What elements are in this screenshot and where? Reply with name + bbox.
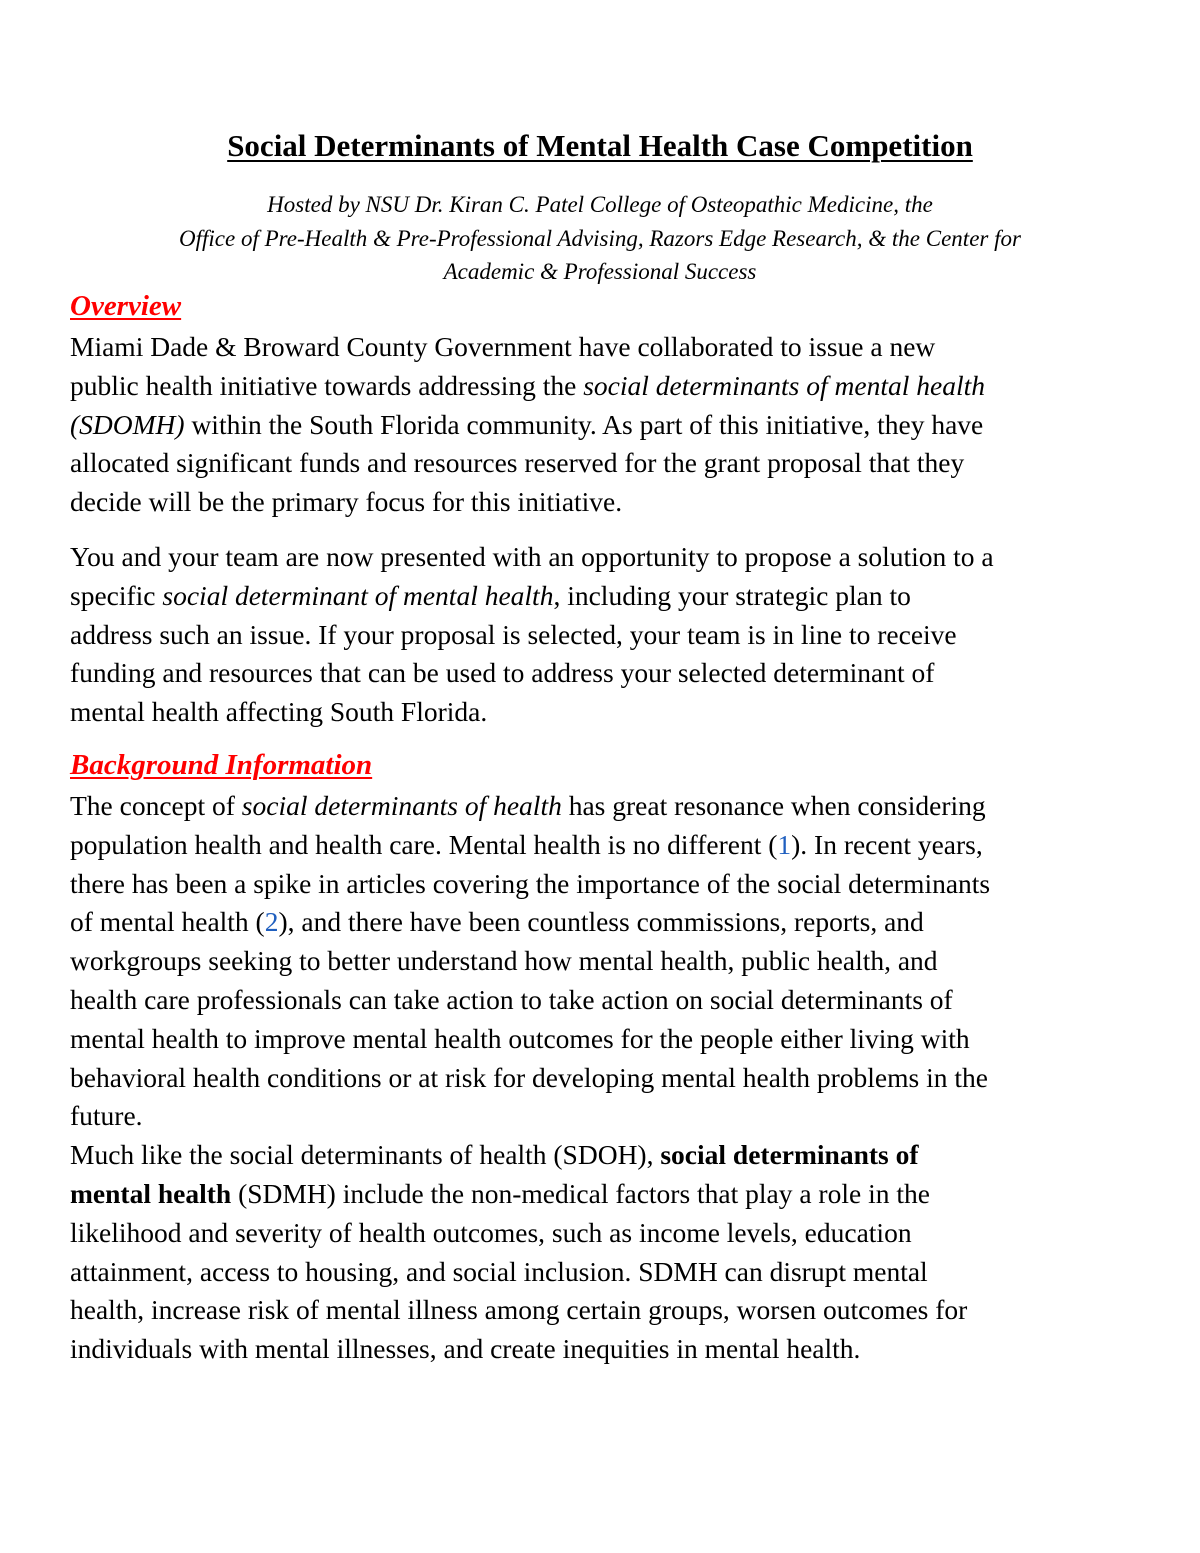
text-segment: there has been a spike in articles covering the importance of the social determinants (70, 867, 991, 899)
text-segment: The concept of (70, 790, 242, 821)
citation-link[interactable]: 2 (264, 906, 279, 938)
text-segment: of mental health ( (70, 906, 265, 938)
subtitle-line: Office of Pre-Health & Pre-Professional Advising, Razors Edge Research, & the Center for (179, 225, 1021, 251)
text-segment: Much like the social determinants of health (SDOH), (70, 1139, 661, 1171)
text-segment: ). In recent years, (791, 828, 983, 860)
text-line (70, 1175, 990, 1214)
text-line (70, 406, 985, 445)
text-line (70, 444, 985, 483)
subtitle-line: Academic & Professional Success (443, 259, 757, 284)
text-segment: social determinants of (660, 1139, 919, 1171)
text-segment: specific (70, 579, 163, 611)
text-segment: likelihood and severity of health outcomes, such as income levels, education (70, 1216, 912, 1248)
text-segment: health care professionals can take action to take action on social determinants of (70, 983, 953, 1015)
text-line (70, 693, 994, 732)
text-segment: (SDMH) include the non-medical factors that play a role in the (231, 1177, 930, 1209)
text-line (70, 1097, 990, 1136)
text-line (70, 1136, 990, 1175)
title-text: Social Determinants of Mental Health Case Competition (227, 128, 973, 163)
overview-paragraph-1 (70, 328, 985, 522)
text-segment: within the South Florida community. As part of this initiative, they have (184, 408, 984, 440)
text-segment: attainment, access to housing, and social inclusion. SDMH can disrupt mental (70, 1255, 928, 1287)
text-line (70, 865, 990, 904)
text-line (70, 616, 994, 655)
text-segment: mental health affecting South Florida. (70, 696, 488, 728)
text-line (70, 367, 985, 406)
text-segment: decide will be the primary focus for this initiative. (70, 486, 623, 518)
text-line (70, 577, 994, 616)
text-line (70, 654, 994, 693)
text-segment: mental health to improve mental health outcomes for the people either living with (70, 1022, 970, 1054)
background-paragraph (70, 787, 990, 1369)
text-segment: behavioral health conditions or at risk for developing mental health problems in the (70, 1061, 988, 1093)
text-segment: health, increase risk of mental illness among certain groups, worsen outcomes for (70, 1294, 968, 1326)
text-line (70, 1253, 990, 1292)
document-title (0, 128, 1200, 164)
text-line (70, 1059, 990, 1098)
text-line (70, 981, 990, 1020)
text-line (70, 328, 985, 367)
text-segment: , including your strategic plan to (553, 579, 911, 611)
text-line (70, 787, 990, 826)
text-line (70, 903, 990, 942)
text-line (70, 826, 990, 865)
background-heading: Background Information (70, 749, 373, 781)
text-line (70, 1291, 990, 1330)
text-segment: funding and resources that can be used to address your selected determinant of (70, 657, 935, 689)
text-segment: address such an issue. If your proposal is selected, your team is in line to receive (70, 618, 957, 650)
text-line (70, 538, 994, 577)
text-segment: social determinants of health (241, 790, 562, 821)
text-line (70, 1330, 990, 1369)
overview-heading: Overview (70, 290, 182, 322)
text-line (70, 1214, 990, 1253)
text-segment: public health initiative towards addressing the (70, 369, 584, 401)
text-line (70, 1020, 990, 1059)
citation-link[interactable]: 1 (777, 828, 792, 860)
text-segment: mental health (70, 1177, 232, 1209)
text-segment: ), and there have been countless commissions, reports, and (278, 906, 924, 938)
text-segment: population health and health care. Mental health is no different ( (70, 828, 778, 860)
subtitle (0, 188, 1200, 289)
text-segment: workgroups seeking to better understand how mental health, public health, and (70, 945, 938, 977)
text-segment: social determinant of mental health (162, 579, 554, 611)
subtitle-line: Hosted by NSU Dr. Kiran C. Patel College of Osteopathic Medicine, the (267, 192, 933, 217)
text-segment: Miami Dade & Broward County Government have collaborated to issue a new (70, 331, 936, 362)
text-segment: social determinants of mental health (583, 369, 985, 401)
text-segment: You and your team are now presented with an opportunity to propose a solution to a (70, 541, 994, 572)
text-segment: future. (70, 1100, 143, 1132)
overview-paragraph-2 (70, 538, 994, 732)
text-segment: (SDOMH) (70, 408, 185, 440)
text-segment: has great resonance when considering (561, 790, 986, 821)
text-line (70, 483, 985, 522)
text-line (70, 942, 990, 981)
text-segment: individuals with mental illnesses, and create inequities in mental health. (70, 1333, 861, 1365)
text-segment: allocated significant funds and resources reserved for the grant proposal that they (70, 447, 965, 479)
